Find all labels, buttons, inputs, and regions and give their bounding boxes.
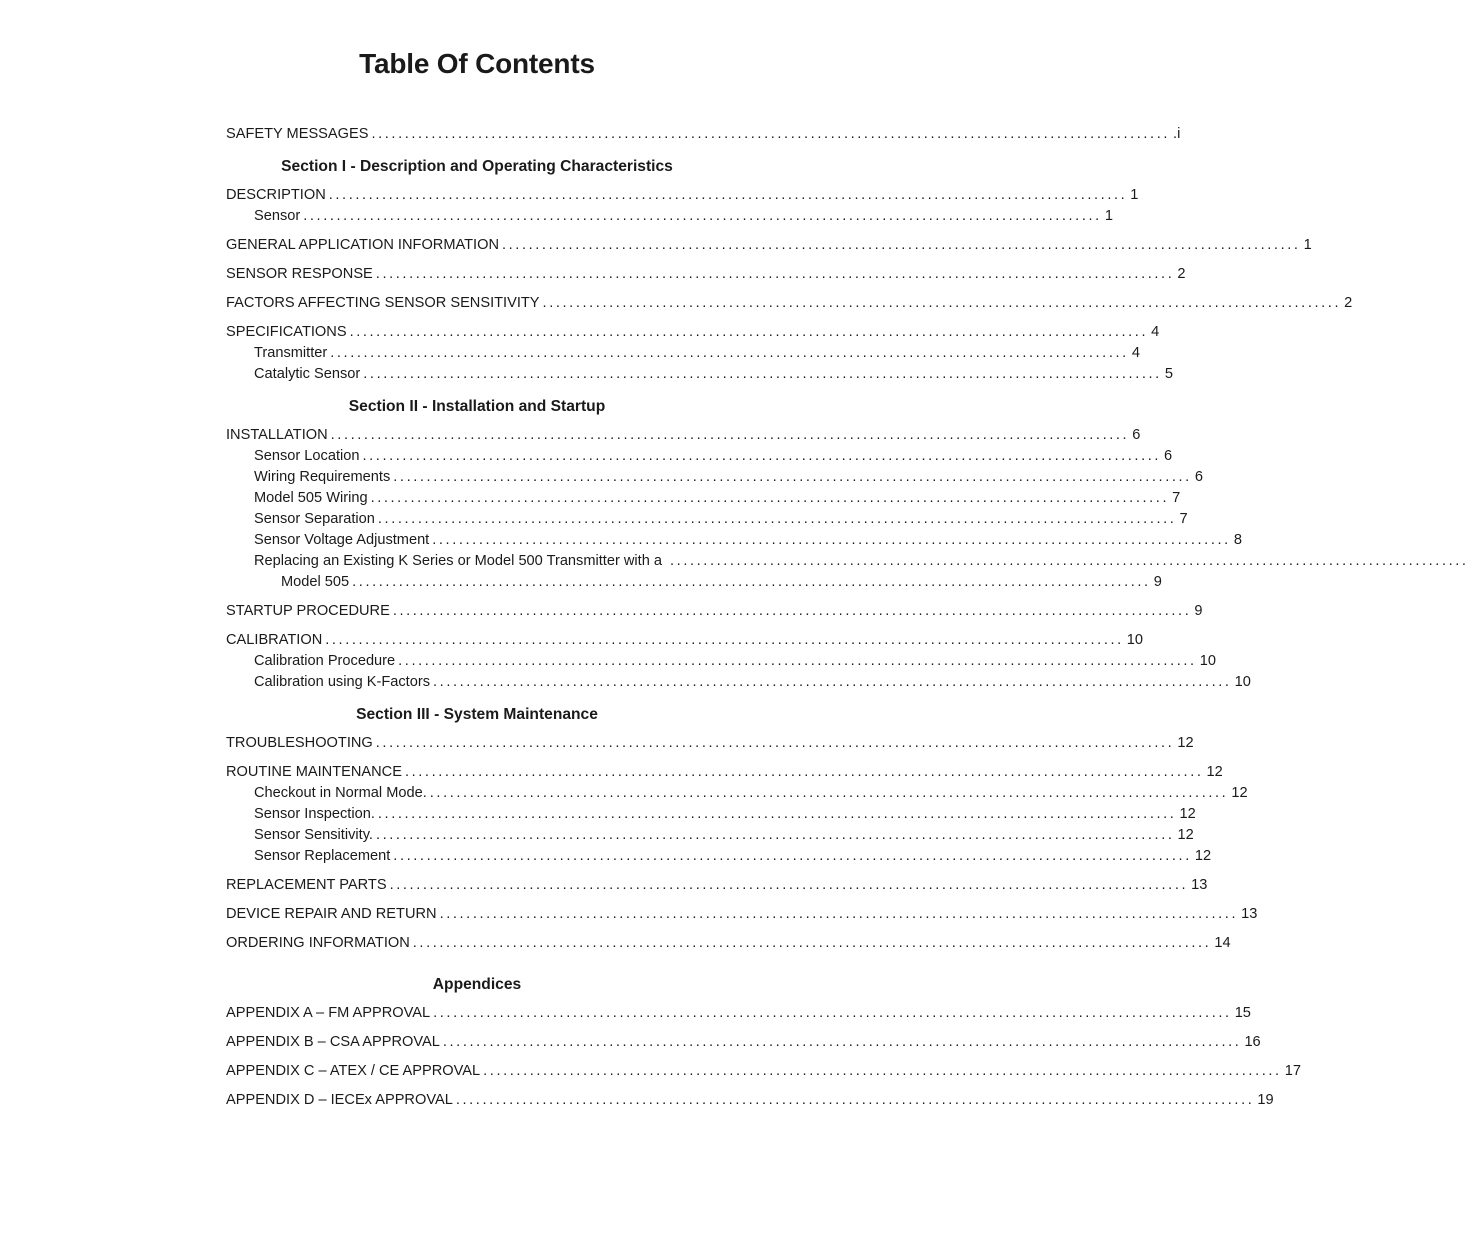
toc-entry-page: 7 [1172, 490, 1181, 506]
toc-entry-label: Calibration using K-Factors [254, 674, 431, 690]
toc-entry-device-repair[interactable] [226, 904, 1258, 925]
dot-leader: ........................................................................................................................ [375, 266, 1175, 282]
toc-entry-catalytic-sensor[interactable] [226, 364, 1173, 385]
toc-entry-wiring-requirements[interactable] [226, 467, 1203, 488]
toc-entry-page: 9 [1194, 603, 1203, 619]
toc-entry-startup-procedure[interactable] [226, 601, 1203, 622]
dot-leader: ........................................................................................................................ [455, 1092, 1255, 1108]
dot-leader: ........................................................................................................................ [377, 511, 1177, 527]
dot-leader: ........................................................................................................................ [375, 735, 1175, 751]
toc-entry-sensor-sensitivity[interactable] [226, 825, 1194, 846]
toc-entry-label: APPENDIX B – CSA APPROVAL [226, 1034, 440, 1050]
toc-entry-safety-messages[interactable] [226, 124, 1181, 145]
toc-entry-replacing-transmitter-cont[interactable] [226, 572, 1162, 593]
dot-leader: ........................................................................................................................ [389, 877, 1189, 893]
dot-leader: ........................................................................................................................ [370, 490, 1170, 506]
toc-entry-page: 19 [1257, 1092, 1274, 1108]
toc-entry-label: Model 505 Wiring [254, 490, 368, 506]
dot-leader: ........................................................................................................................ [352, 574, 1151, 590]
toc-entry-page: 1 [1104, 208, 1113, 224]
dot-leader: ........................................................................................................................ [330, 345, 1129, 361]
toc-entry-page: 1 [1130, 187, 1139, 203]
toc-entry-page: 12 [1177, 827, 1194, 843]
toc-entry-appendix-c[interactable] [226, 1061, 1301, 1082]
toc-entry-page: .i [1173, 126, 1181, 142]
toc-entry-troubleshooting[interactable] [226, 733, 1194, 754]
table-of-contents [226, 124, 1469, 1111]
toc-entry-label: Replacing an Existing K Series or Model 500 Transmitter with a [254, 553, 663, 569]
toc-entry-label: INSTALLATION [226, 427, 328, 443]
toc-entry-sensor-inspection[interactable] [226, 804, 1196, 825]
toc-entry-sensor-separation[interactable] [226, 509, 1188, 530]
toc-entry-appendix-d[interactable] [226, 1090, 1274, 1111]
dot-leader: ........................................................................................................................ [377, 806, 1177, 822]
toc-entry-label: TROUBLESHOOTING [226, 735, 373, 751]
toc-entry-description[interactable] [226, 185, 1139, 206]
toc-entry-ordering-information[interactable] [226, 933, 1231, 954]
toc-entry-page: 1 [1303, 237, 1312, 253]
toc-entry-label: Sensor Replacement [254, 848, 391, 864]
dot-leader: ........................................................................................................................ [439, 906, 1239, 922]
toc-entry-label: STARTUP PROCEDURE [226, 603, 390, 619]
toc-entry-label: REPLACEMENT PARTS [226, 877, 387, 893]
dot-leader: ........................................................................................................................ [325, 632, 1124, 648]
toc-entry-label: Checkout in Normal Mode. [254, 785, 427, 801]
section-heading-3: Section III - System Maintenance [356, 706, 598, 723]
toc-entry-page: 4 [1131, 345, 1140, 361]
toc-entry-replacing-transmitter[interactable] [226, 551, 1469, 572]
toc-entry-sensor-response[interactable] [226, 264, 1186, 285]
dot-leader: ........................................................................................................................ [349, 324, 1149, 340]
dot-leader: ........................................................................................................................ [393, 848, 1192, 864]
toc-entry-label: Model 505 [281, 574, 350, 590]
toc-entry-page: 12 [1177, 735, 1194, 751]
toc-entry-label: Sensor Location [254, 448, 360, 464]
toc-entry-calibration-k-factors[interactable] [226, 672, 1251, 693]
toc-entry-replacement-parts[interactable] [226, 875, 1208, 896]
dot-leader: ........................................................................................................................ [392, 603, 1192, 619]
toc-entry-appendix-b[interactable] [226, 1032, 1261, 1053]
dot-leader: ........................................................................................................................ [429, 785, 1229, 801]
dot-leader: ........................................................................................................................ [404, 764, 1204, 780]
section-heading-appendices: Appendices [432, 976, 522, 993]
section-heading-2: Section II - Installation and Startup [348, 398, 606, 415]
dot-leader: ........................................................................................................................ [371, 126, 1171, 142]
toc-entry-label: FACTORS AFFECTING SENSOR SENSITIVITY [226, 295, 540, 311]
toc-entry-label: CALIBRATION [226, 632, 323, 648]
toc-entry-page: 12 [1231, 785, 1248, 801]
dot-leader: ........................................................................................................................ [542, 295, 1342, 311]
toc-entry-label: Sensor Voltage Adjustment [254, 532, 430, 548]
toc-entry-label: Sensor [254, 208, 301, 224]
toc-entry-factors[interactable] [226, 293, 1353, 314]
dot-leader: ........................................................................................................................ [483, 1063, 1282, 1079]
toc-entry-label: SPECIFICATIONS [226, 324, 347, 340]
toc-entry-label: DEVICE REPAIR AND RETURN [226, 906, 437, 922]
toc-entry-label: SENSOR RESPONSE [226, 266, 373, 282]
section-heading-1: Section I - Description and Operating Characteristics [281, 158, 673, 175]
toc-entry-label: APPENDIX A – FM APPROVAL [226, 1005, 431, 1021]
toc-entry-label: Transmitter [254, 345, 328, 361]
toc-entry-page: 4 [1151, 324, 1160, 340]
page-title: Table Of Contents [359, 48, 595, 79]
toc-entry-label: APPENDIX D – IECEx APPROVAL [226, 1092, 453, 1108]
toc-entry-page: 17 [1284, 1063, 1301, 1079]
dot-leader: ........................................................................................................................ [502, 237, 1301, 253]
dot-leader: ........................................................................................................................ [363, 366, 1162, 382]
toc-entry-label: Sensor Sensitivity. [254, 827, 373, 843]
dot-leader: ........................................................................................................................ [442, 1034, 1242, 1050]
toc-entry-page: 6 [1132, 427, 1141, 443]
toc-entry-page: 12 [1194, 848, 1212, 864]
toc-entry-sensor-location[interactable] [226, 446, 1173, 467]
toc-entry-page: 2 [1344, 295, 1353, 311]
toc-entry-page: 16 [1244, 1034, 1261, 1050]
toc-entry-sensor-replacement[interactable] [226, 846, 1212, 867]
toc-entry-page: 12 [1206, 764, 1223, 780]
toc-entry-label: ROUTINE MAINTENANCE [226, 764, 402, 780]
dot-leader: ........................................................................................................................ [303, 208, 1102, 224]
dot-leader: ........................................................................................................................ [433, 1005, 1232, 1021]
toc-entry-page: 6 [1194, 469, 1203, 485]
toc-entry-calibration[interactable] [226, 630, 1144, 651]
toc-entry-general-application[interactable] [226, 235, 1312, 256]
toc-entry-page: 9 [1153, 574, 1162, 590]
toc-entry-page: 7 [1179, 511, 1188, 527]
toc-entry-label: Sensor Inspection. [254, 806, 375, 822]
toc-entry-label: Catalytic Sensor [254, 366, 361, 382]
toc-entry-checkout-normal-mode[interactable] [226, 783, 1248, 804]
toc-entry-label: SAFETY MESSAGES [226, 126, 369, 142]
toc-entry-page: 6 [1164, 448, 1173, 464]
toc-entry-sensor[interactable] [226, 206, 1113, 227]
dot-leader: ........................................................................................................................ [328, 187, 1128, 203]
toc-entry-page: 5 [1164, 366, 1173, 382]
toc-entry-routine-maintenance[interactable] [226, 762, 1223, 783]
toc-entry-page: 13 [1191, 877, 1208, 893]
toc-entry-page: 2 [1177, 266, 1186, 282]
dot-leader: ........................................................................................................................ [375, 827, 1175, 843]
toc-entry-appendix-a[interactable] [226, 1003, 1251, 1024]
toc-entry-sensor-voltage[interactable] [226, 530, 1242, 551]
toc-entry-calibration-procedure[interactable] [226, 651, 1216, 672]
dot-leader: ........................................................................................................................ [433, 674, 1232, 690]
dot-leader: ........................................................................................................................ [432, 532, 1231, 548]
toc-entry-page: 14 [1214, 935, 1231, 951]
toc-entry-label: GENERAL APPLICATION INFORMATION [226, 237, 499, 253]
toc-entry-installation[interactable] [226, 425, 1141, 446]
toc-entry-model-505-wiring[interactable] [226, 488, 1181, 509]
toc-entry-label: DESCRIPTION [226, 187, 326, 203]
toc-entry-page: 15 [1234, 1005, 1251, 1021]
toc-entry-label: APPENDIX C – ATEX / CE APPROVAL [226, 1063, 481, 1079]
toc-entry-label: Wiring Requirements [254, 469, 391, 485]
toc-entry-page: 13 [1241, 906, 1258, 922]
toc-entry-page: 10 [1199, 653, 1216, 669]
dot-leader: ........................................................................................................................ [393, 469, 1192, 485]
toc-entry-page: 8 [1233, 532, 1242, 548]
toc-entry-transmitter[interactable] [226, 343, 1140, 364]
toc-entry-label: ORDERING INFORMATION [226, 935, 410, 951]
toc-entry-page: 10 [1234, 674, 1251, 690]
dot-leader: ........................................................................................................................ [398, 653, 1197, 669]
toc-entry-label: Sensor Separation [254, 511, 375, 527]
toc-entry-specifications[interactable] [226, 322, 1160, 343]
toc-entry-page: 12 [1179, 806, 1196, 822]
dot-leader: ........................................................................................................................ [330, 427, 1130, 443]
dot-leader: ........................................................................................................................ [412, 935, 1212, 951]
dot-leader: ........................................................................................................................ [362, 448, 1162, 464]
toc-entry-page: 10 [1126, 632, 1144, 648]
toc-entry-label: Calibration Procedure [254, 653, 396, 669]
dot-leader: ........................................................................................................................ [670, 553, 1469, 569]
